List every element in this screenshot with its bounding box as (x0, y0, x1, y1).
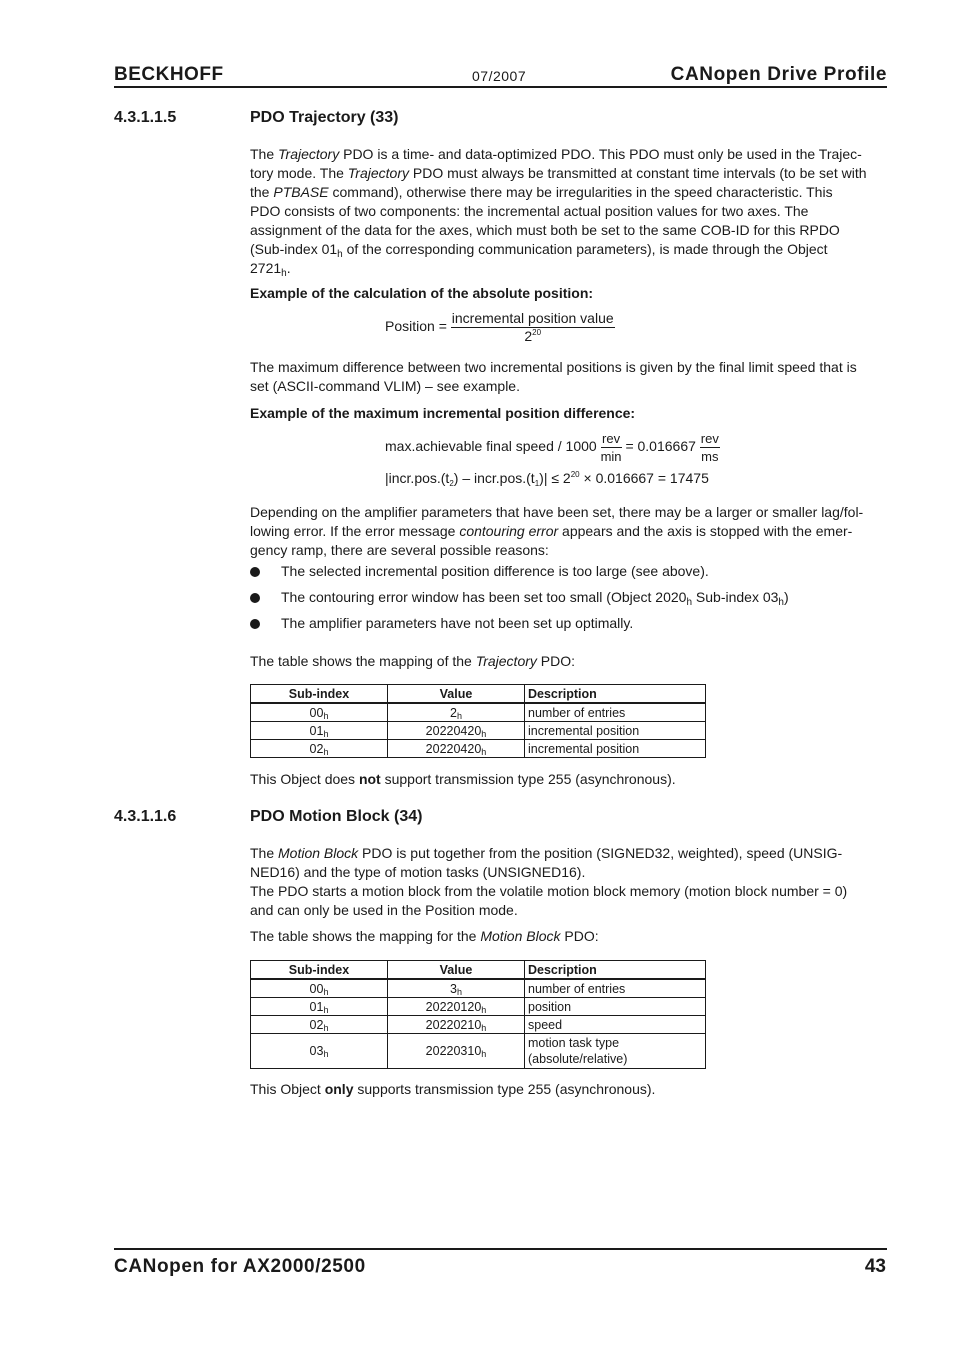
table-row: $01_h$ $20220120_h$ position (251, 998, 706, 1016)
trajectory-transmission-note: This Object does not support transmission type 255 (asynchronous). (250, 771, 676, 787)
motion-block-table-intro: The table shows the mapping for the Motion Block PDO: (250, 928, 599, 944)
section-title: PDO Trajectory (33) (250, 109, 399, 126)
max-difference-paragraph: The maximum difference between two incremental positions is given by the final limit speed that is set (ASCII-command VLIM) – see example. (250, 359, 857, 394)
motion-block-intro-paragraph: The Motion Block PDO is put together from the position (SIGNED32, weighted), speed (UNSIG- NED16) and the type of motion tasks (UNSIGNED16). The PDO starts a motion block from the volatile motion block memory (motion block number = 0) and can only be used in the Position mode. (250, 845, 848, 918)
bullet-icon (250, 593, 260, 603)
table-row: $00_h$ $2_h$ number of entries (251, 703, 706, 722)
column-header: Sub-index (251, 961, 388, 980)
column-header: Description (525, 685, 706, 704)
section-number: 4.3.1.1.6 (114, 808, 177, 825)
column-header: Sub-index (251, 685, 388, 704)
bullet-item: The amplifier parameters have not been set up optimally. (281, 615, 634, 631)
example-absolute-position-label: Example of the calculation of the absolute position: (250, 285, 594, 301)
table-row: $02_h$ $20220210_h$ speed (251, 1016, 706, 1034)
bullet-item: The contouring error window has been set too small (Object $2020_h$ Sub-index $03_h$) (281, 589, 789, 608)
document-title: CANopen Drive Profile (670, 64, 887, 85)
page-number: 43 (864, 1256, 886, 1277)
bullet-icon (250, 567, 260, 577)
footer-rule (114, 1248, 887, 1250)
motion-block-mapping-table (250, 960, 706, 1069)
section-title: PDO Motion Block (34) (250, 808, 423, 825)
final-speed-formula: max.achievable final speed / 1000 $\frac{\text{rev}}{\min}$ = 0.016667 $\frac{\text{rev}}{ms}$ (385, 431, 719, 464)
position-difference-formula: $|incr.pos.(t_2)$ – $incr.pos.(t_1)| \le 2^{20} \times 0.016667 = 17475$ (385, 470, 709, 488)
trajectory-table-intro: The table shows the mapping of the Trajectory PDO: (250, 653, 576, 669)
table-row: $01_h$ $20220420_h$ incremental position (251, 722, 706, 740)
trajectory-intro-paragraph: The Trajectory PDO is a time- and data-optimized PDO. This PDO must only be used in the Trajec- tory mode. The Trajectory PDO must always be transmitted at constant time intervals (to be set with the PTBASE command), otherwise there may be irregularities in the speed characteristic. This PDO consists of two components: the incremental actual position values for two axes. The assignment of the data for the axes, which must both be set to the same COB-ID for this RPDO (Sub-index $01_h$ of the corresponding communication parameters), is made through the Object $2721_h$. (250, 146, 867, 279)
trajectory-mapping-table (250, 684, 706, 758)
table-row: $00_h$ $3_h$ number of entries (251, 979, 706, 998)
footer-document-title: CANopen for AX2000/2500 (114, 1256, 366, 1277)
bullet-item: The selected incremental position difference is too large (see above). (281, 563, 709, 579)
table-header-row (251, 685, 706, 704)
example-max-difference-label: Example of the maximum incremental position difference: (250, 405, 636, 421)
header-rule (114, 86, 887, 88)
table-row: $03_h$ $20220310_h$ motion task type (absolute/relative) (251, 1034, 706, 1069)
brand-logo: BECKHOFF (114, 64, 224, 85)
bullet-icon (250, 619, 260, 629)
section-number: 4.3.1.1.5 (114, 109, 177, 126)
column-header: Value (388, 961, 525, 980)
document-date: 07/2007 (472, 68, 527, 84)
contouring-error-paragraph: Depending on the amplifier parameters that have been set, there may be a larger or smaller lag/fol- lowing error. If the error message contouring error appears and the axis is stopped with the emer- gency ramp, there are several possible reasons: (250, 504, 864, 558)
column-header: Value (388, 685, 525, 704)
table-header-row (251, 961, 706, 980)
motion-block-transmission-note: This Object only supports transmission type 255 (asynchronous). (250, 1081, 656, 1097)
table-row: $02_h$ $20220420_h$ incremental position (251, 740, 706, 758)
column-header: Description (525, 961, 706, 980)
position-formula: Position = $\frac{\text{incremental position value}}{2^{20}}$ (385, 310, 614, 344)
